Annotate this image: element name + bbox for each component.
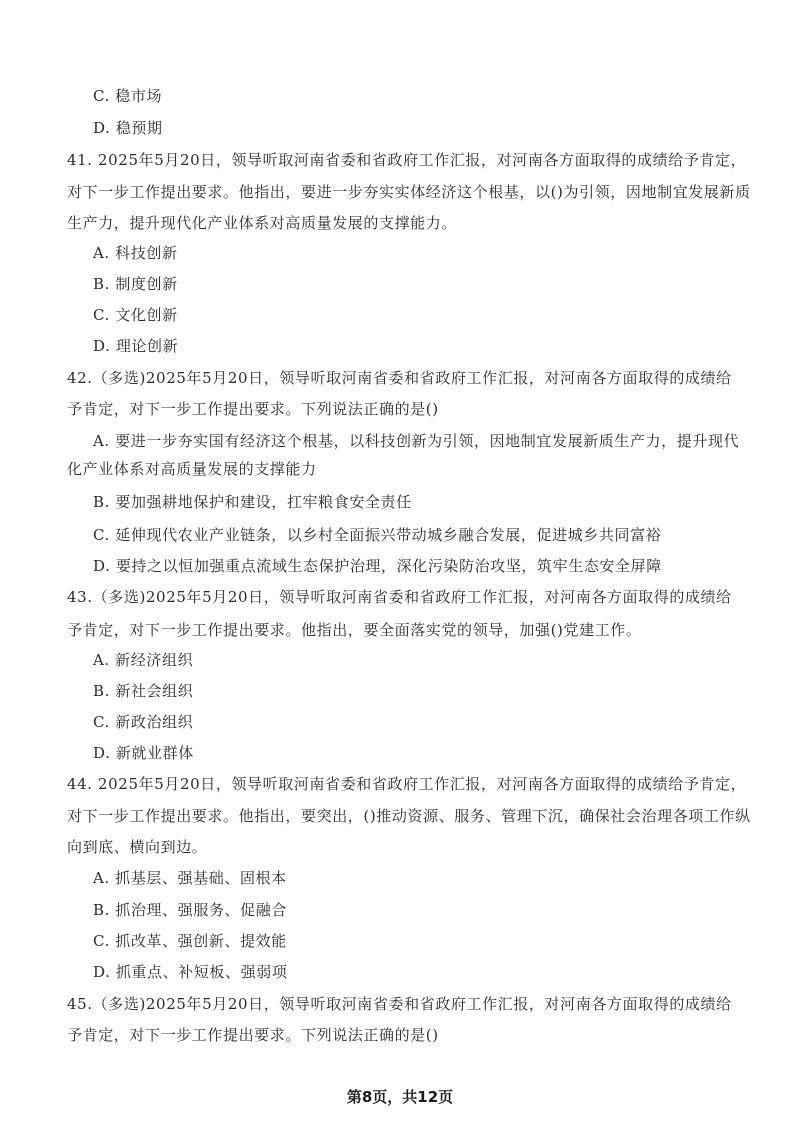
option-text: 化产业体系对高质量发展的支撑能力 <box>67 460 317 478</box>
question-41-line: 41. 2025年5月20日，领导听取河南省委和省政府工作汇报，对河南各方面取得的成绩给予肯定， <box>67 151 747 169</box>
option-text: D. 新就业群体 <box>93 744 194 762</box>
question-43-line: 43.（多选)2025年5月20日，领导听取河南省委和省政府工作汇报，对河南各方面取得的成绩给 <box>67 588 732 606</box>
question-41-line: 生产力，提升现代化产业体系对高质量发展的支撑能力。 <box>67 214 458 232</box>
question-44-line: 44. 2025年5月20日，领导听取河南省委和省政府工作汇报，对河南各方面取得的成绩给予肯定， <box>67 775 747 793</box>
option-text: D. 抓重点、补短板、强弱项 <box>93 963 288 981</box>
question-45-line: 予肯定，对下一步工作提出要求。下列说法正确的是() <box>67 1026 439 1044</box>
option-text: C. 延伸现代农业产业链条，以乡村全面振兴带动城乡融合发展，促进城乡共同富裕 <box>93 526 662 544</box>
option-text: D. 理论创新 <box>93 337 179 355</box>
option-text: A. 要进一步夯实国有经济这个根基，以科技创新为引领，因地制宜发展新质生产力，提升现代 <box>93 432 740 450</box>
question-42-line: 42.（多选)2025年5月20日，领导听取河南省委和省政府工作汇报，对河南各方面取得的成绩给 <box>67 369 732 387</box>
option-text: D. 要持之以恒加强重点流域生态保护治理，深化污染防治攻坚，筑牢生态安全屏障 <box>93 557 662 575</box>
option-text: A. 抓基层、强基础、固根本 <box>93 869 287 887</box>
question-44-line: 向到底、横向到边。 <box>67 838 208 856</box>
option-text: B. 抓治理、强服务、促融合 <box>93 901 287 919</box>
question-44-line: 对下一步工作提出要求。他指出，要突出，()推动资源、服务、管理下沉，确保社会治理各项工作纵 <box>67 807 751 825</box>
option-text: A. 科技创新 <box>93 244 178 262</box>
option-text: A. 新经济组织 <box>93 651 194 669</box>
option-text: C. 稳市场 <box>93 87 163 105</box>
option-text: C. 抓改革、强创新、提效能 <box>93 932 287 950</box>
option-text: C. 文化创新 <box>93 306 178 324</box>
option-text: C. 新政治组织 <box>93 713 194 731</box>
option-text: B. 要加强耕地保护和建设，扛牢粮食安全责任 <box>93 493 412 511</box>
option-text: B. 制度创新 <box>93 275 178 293</box>
question-41-line: 对下一步工作提出要求。他指出，要进一步夯实实体经济这个根基，以()为引领，因地制宜发展新质 <box>67 183 751 201</box>
option-text: D. 稳预期 <box>93 119 163 137</box>
page-number-footer: 第8页，共12页 <box>346 1088 454 1106</box>
question-42-line: 予肯定，对下一步工作提出要求。下列说法正确的是() <box>67 400 439 418</box>
question-45-line: 45.（多选)2025年5月20日，领导听取河南省委和省政府工作汇报，对河南各方面取得的成绩给 <box>67 995 732 1013</box>
option-text: B. 新社会组织 <box>93 682 194 700</box>
question-43-line: 予肯定，对下一步工作提出要求。他指出，要全面落实党的领导，加强()党建工作。 <box>67 621 642 639</box>
